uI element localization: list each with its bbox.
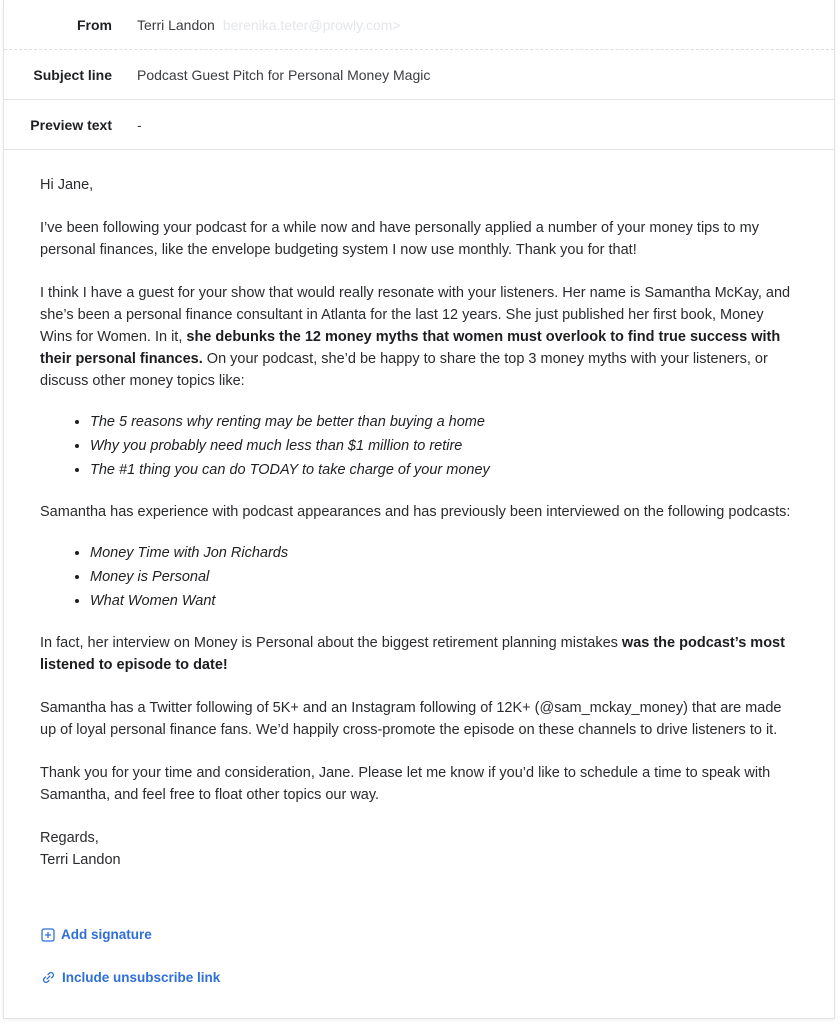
paragraph-in-fact-bold: was the podcast’s most listened to episode to date! [40, 635, 785, 673]
email-editor-card [3, 0, 835, 1019]
unsubscribe-row [41, 970, 220, 985]
paragraph-guest-start: I think I have a guest for your show that would really resonate with your listeners. Her name is Samantha McKay, and she’s been a personal finance consultant in Atlanta for the last 12 years. She just published her first book, Money Wins for Women. In it, [40, 285, 791, 345]
add-signature-button[interactable] [41, 927, 152, 942]
from-label: From [77, 16, 112, 33]
list-item: • Why you probably need much less than $1 million to retire [90, 434, 798, 458]
from-name: Terri Landon [137, 16, 215, 33]
preview-label: Preview text [30, 116, 112, 133]
include-unsubscribe-link-button[interactable] [41, 970, 220, 985]
email-body[interactable] [4, 150, 834, 871]
paragraph-guest-bold: she debunks the 12 money myths that women must overlook to find true success with their personal finances. [40, 329, 781, 367]
signoff: Regards, [40, 830, 99, 846]
list-item: • The 5 reasons why renting may be better than buying a home [90, 410, 798, 434]
from-value[interactable] [137, 17, 401, 33]
unsubscribe-label: Include unsubscribe link [62, 970, 221, 985]
paragraph-social: Samantha has a Twitter following of 5K+ and an Instagram following of 12K+ (@sam_mckay_money) that are made up of loyal personal finance fans. We’d happily cross-promote the episode on these channels to drive listeners to it. [40, 700, 782, 738]
list-item: • Money Time with Jon Richards [90, 541, 798, 565]
topics-list [40, 410, 798, 482]
paragraph-experience: Samantha has experience with podcast appearances and has previously been interviewed on the following podcasts: [40, 504, 791, 520]
paragraph-guest [40, 282, 798, 392]
paragraph-thanks: Thank you for your time and consideration, Jane. Please let me know if you’d like to schedule a time to speak with Samantha, and feel free to float other topics our way. [40, 765, 771, 803]
paragraph-guest-end: On your podcast, she’d be happy to share the top 3 money myths with your listeners, or discuss other money topics like: [40, 351, 768, 389]
add-signature-row [41, 927, 152, 942]
paragraph-in-fact [40, 632, 798, 676]
list-item: • What Women Want [90, 589, 798, 613]
list-item: • The #1 thing you can do TODAY to take charge of your money [90, 458, 798, 482]
list-item: • Money is Personal [90, 565, 798, 589]
preview-row[interactable] [4, 100, 834, 150]
add-signature-label: Add signature [61, 927, 152, 942]
from-row[interactable] [4, 0, 834, 50]
subject-row[interactable] [4, 50, 834, 100]
preview-input[interactable]: - [137, 116, 142, 133]
podcasts-list [40, 541, 798, 613]
from-email: berenika.teter@prowly.com> [222, 16, 401, 33]
link-icon [41, 970, 56, 985]
signoff-block [40, 827, 798, 871]
signature-name: Terri Landon [40, 852, 121, 868]
subject-label: Subject line [33, 66, 112, 83]
greeting: Hi Jane, [40, 177, 94, 193]
plus-square-icon [41, 928, 55, 942]
paragraph-in-fact-start: In fact, her interview on Money is Personal about the biggest retirement planning mistakes [40, 635, 622, 651]
paragraph-intro: I’ve been following your podcast for a while now and have personally applied a number of your money tips to my personal finances, like the envelope budgeting system I now use monthly. Thank you for that! [40, 220, 759, 258]
subject-input[interactable]: Podcast Guest Pitch for Personal Money Magic [137, 66, 431, 83]
